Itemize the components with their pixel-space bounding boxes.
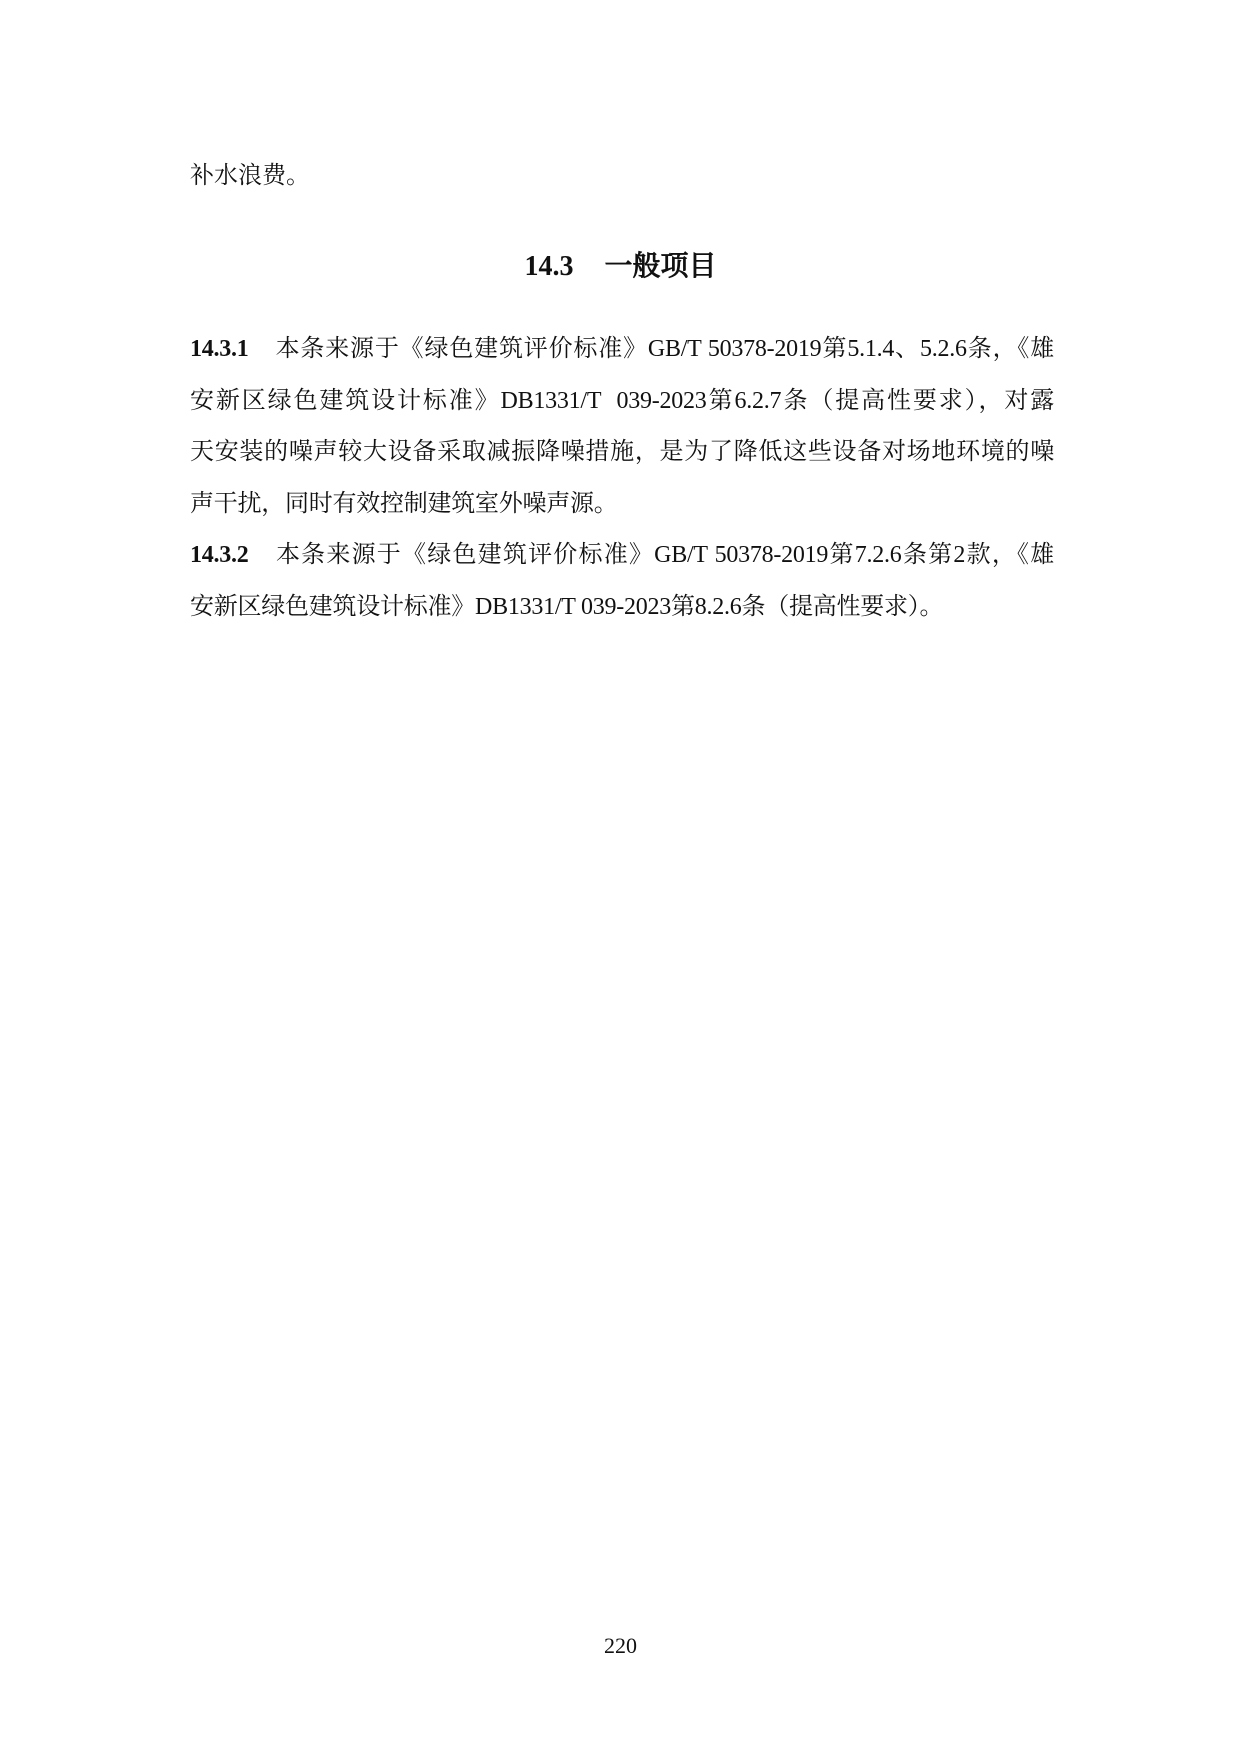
section-heading	[0, 248, 1241, 284]
clause-line: 天安装的噪声较大设备采取减振降噪措施，是为了降低这些设备对场地环境的噪	[190, 439, 1054, 466]
clause-number: 14.3.1	[190, 336, 249, 362]
page-number: 220	[604, 1633, 637, 1658]
clause-line: 安新区绿色建筑设计标准》DB1331/T 039-2023第8.2.6条（提高性要求）。	[190, 593, 944, 620]
clause-14-3-1	[190, 324, 1054, 530]
clause-14-3-2	[190, 530, 1054, 633]
clause-number: 14.3.2	[190, 542, 249, 569]
section-number: 14.3	[524, 251, 574, 282]
clause-line	[190, 324, 1054, 376]
section-title: 一般项目	[604, 250, 717, 281]
clause-text: 本条来源于《绿色建筑评价标准》GB/T 50378-2019第7.2.6条第2款，《雄	[274, 542, 1054, 569]
continuation-text: 补水浪费。	[190, 163, 310, 189]
clause-line: 安新区绿色建筑设计标准》DB1331/T 039-2023第6.2.7条（提高性要求），对露	[190, 387, 1054, 414]
clause-text: 本条来源于《绿色建筑评价标准》GB/T 50378-2019第5.1.4、5.2.6条，《雄	[274, 336, 1054, 362]
clause-line	[190, 530, 1054, 582]
clause-line: 声干扰，同时有效控制建筑室外噪声源。	[190, 490, 618, 517]
clause-list	[190, 324, 1054, 634]
